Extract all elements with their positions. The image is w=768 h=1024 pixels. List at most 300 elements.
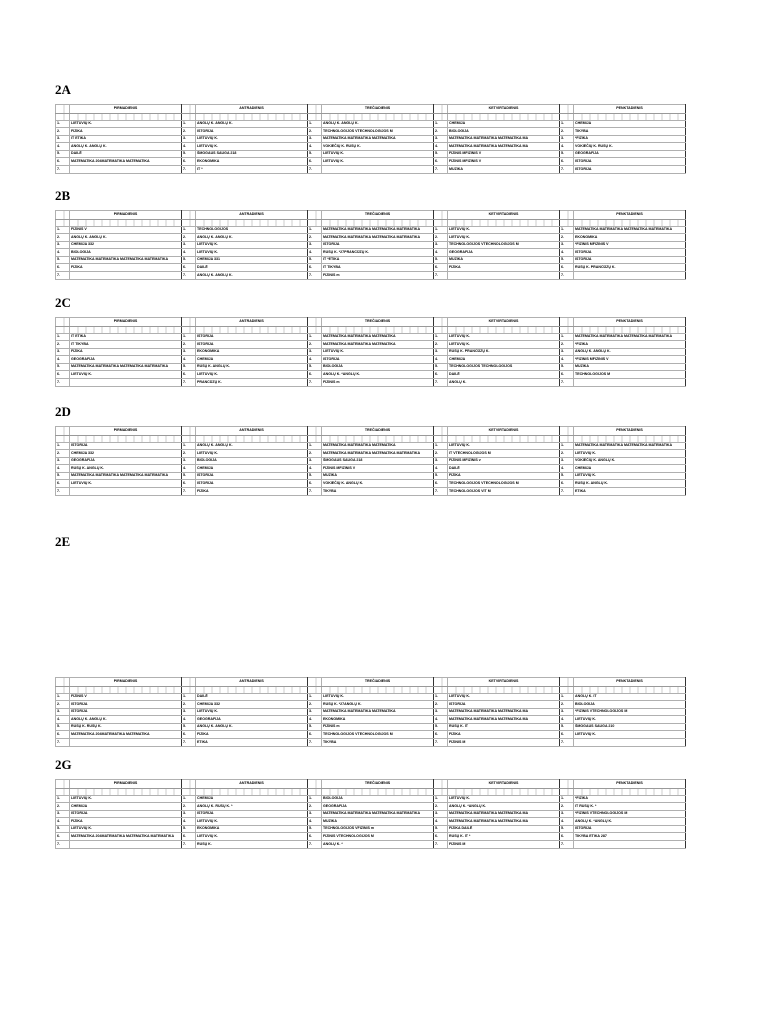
period-number: 2. (434, 803, 448, 811)
period-number: 7. (560, 488, 574, 496)
subject-cell: MATEMATIKA MATEMATIKA MATEMATIKA MATEMATIKA (70, 363, 182, 371)
period-number: 6. (560, 264, 574, 272)
period-number: 3. (560, 348, 574, 356)
subject-cell: MATEMATIKA MATEMATIKA MATEMATIKA (322, 341, 434, 349)
subject-cell: LIETUVIŲ K. (322, 150, 434, 158)
period-number: 6. (182, 833, 196, 841)
day-header: PIRMADIENIS (70, 678, 182, 687)
day-header: PIRMADIENIS (70, 105, 182, 114)
period-number: 7. (434, 488, 448, 496)
period-number: 1. (434, 795, 448, 803)
period-number: 2. (434, 450, 448, 458)
period-number: 6. (56, 480, 70, 488)
period-number: 2. (182, 450, 196, 458)
subject-cell: RUSŲ K. ANGLŲ K. (70, 465, 182, 473)
day-header: PENKTADIENIS (574, 211, 686, 220)
subject-cell: IT *ETIKA (322, 256, 434, 264)
subject-cell: LIETUVIŲ K. (196, 708, 308, 716)
subject-cell: FIZIKA (196, 731, 308, 739)
table-row (56, 716, 686, 724)
period-number: 3. (182, 135, 196, 143)
period-number: 1. (182, 795, 196, 803)
period-number: 6. (560, 371, 574, 379)
table-row (56, 818, 686, 826)
subject-cell: ISTORIJA (196, 128, 308, 136)
subject-cell: EKONOMIKA (574, 234, 686, 242)
period-number: 5. (560, 150, 574, 158)
subject-cell: IT ETIKA (70, 333, 182, 341)
subject-cell: MATEMATIKA MATEMATIKA MATEMATIKA MATEMATIKA (322, 810, 434, 818)
subject-cell: ANGLŲ K. * (322, 841, 434, 849)
period-number: 3. (182, 810, 196, 818)
day-header: PIRMADIENIS (70, 211, 182, 220)
subject-cell: FIZIKA (70, 348, 182, 356)
period-number: 7. (560, 739, 574, 747)
period-number: 6. (182, 264, 196, 272)
period-number: 2. (434, 701, 448, 709)
subject-cell: GEOGRAFIJA (322, 803, 434, 811)
period-number: 2. (308, 234, 322, 242)
subject-cell: TECHNOLOGIJOS VTECHNOLOGIJOS M (322, 731, 434, 739)
period-number: 4. (182, 143, 196, 151)
subject-cell: ŠMOGAUS SAUGA 218 (196, 150, 308, 158)
period-number: 1. (182, 442, 196, 450)
period-number: 5. (182, 256, 196, 264)
table-row (56, 379, 686, 387)
period-number: 3. (434, 457, 448, 465)
subject-cell: VOKIEČIŲ K. RUSŲ K. (574, 143, 686, 151)
subject-cell: BIOLOGIJA (574, 701, 686, 709)
day-header: TREČIADIENIS (322, 427, 434, 436)
subject-cell (574, 379, 686, 387)
period-number: 1. (182, 693, 196, 701)
subject-cell (448, 272, 560, 280)
subject-cell: MUZIKA (448, 256, 560, 264)
period-number: 1. (560, 693, 574, 701)
day-header: TREČIADIENIS (322, 678, 434, 687)
period-number: 3. (308, 241, 322, 249)
subject-cell: MATEMATIKA MATEMATIKA MATEMATIKA MA (448, 708, 560, 716)
class-heading-2d: 2D (55, 404, 71, 419)
period-number: 7. (308, 166, 322, 174)
period-number: 2. (308, 803, 322, 811)
subject-cell: TIKYBA (322, 488, 434, 496)
subject-cell: VOKIEČIŲ K. ANGLŲ K. (574, 457, 686, 465)
subject-cell: LIETUVIŲ K. (448, 226, 560, 234)
period-number: 4. (308, 716, 322, 724)
period-number: 5. (434, 825, 448, 833)
period-number: 7. (56, 841, 70, 849)
period-number: 3. (182, 348, 196, 356)
subject-cell: TECHNOLOGIJOS VTECHNOLOGIJOS M (448, 480, 560, 488)
period-number: 3. (56, 241, 70, 249)
period-number: 1. (560, 226, 574, 234)
day-header: ANTRADIENIS (196, 105, 308, 114)
period-number: 2. (308, 450, 322, 458)
day-header: ANTRADIENIS (196, 427, 308, 436)
period-number: 4. (434, 465, 448, 473)
subject-cell: LIETUVIŲ K. (70, 795, 182, 803)
subject-cell: LIETUVIŲ K. (322, 693, 434, 701)
table-row (56, 450, 686, 458)
subject-cell: BIOLOGIJA (196, 457, 308, 465)
period-number: 3. (560, 135, 574, 143)
day-header: PENKTADIENIS (574, 105, 686, 114)
period-number: 6. (56, 158, 70, 166)
period-number: 4. (308, 356, 322, 364)
schedule-table (55, 426, 686, 496)
period-number: 4. (182, 465, 196, 473)
period-number: 4. (182, 249, 196, 257)
period-number: 1. (56, 226, 70, 234)
subject-cell: MATEMATIKA MATEMATIKA MATEMATIKA MATEMATIKA (70, 256, 182, 264)
subject-cell: FIZINIS MFIZINIS v (448, 457, 560, 465)
subject-cell: LIETUVIŲ K. (196, 249, 308, 257)
subject-cell: LIETUVIŲ K. (448, 234, 560, 242)
period-number: 4. (308, 249, 322, 257)
period-number: 1. (308, 795, 322, 803)
subject-cell: ETIKA (574, 488, 686, 496)
subject-cell (70, 379, 182, 387)
table-row (56, 249, 686, 257)
subject-cell: RUSŲ K. ANGLŲ K. (196, 363, 308, 371)
subject-cell (70, 488, 182, 496)
period-number: 2. (56, 128, 70, 136)
subject-cell: *FIZIKA (574, 795, 686, 803)
table-row (56, 795, 686, 803)
period-number: 5. (56, 825, 70, 833)
period-number: 2. (308, 128, 322, 136)
day-header-row (56, 318, 686, 327)
subject-cell: LIETUVIŲ K. (322, 158, 434, 166)
period-number: 7. (434, 739, 448, 747)
period-number: 7. (560, 272, 574, 280)
table-row (56, 226, 686, 234)
subject-cell: LIETUVIŲ K. (70, 120, 182, 128)
period-number: 4. (560, 465, 574, 473)
subject-cell: LIETUVIŲ K. (574, 716, 686, 724)
table-row (56, 841, 686, 849)
subject-cell: RUSŲ K. PRANCŪZŲ K. (448, 348, 560, 356)
subject-cell: MATEMATIKA MATEMATIKA MATEMATIKA (322, 135, 434, 143)
period-number: 5. (308, 825, 322, 833)
subject-cell: DAILĖ (196, 693, 308, 701)
period-number: 3. (182, 457, 196, 465)
period-number: 1. (560, 333, 574, 341)
period-number: 5. (56, 472, 70, 480)
subject-cell: FIZINIS MFIZINIS V (448, 158, 560, 166)
subject-cell: MATEMATIKA MATEMATIKA MATEMATIKA MATEMATIKA (574, 226, 686, 234)
period-number: 5. (182, 363, 196, 371)
subject-cell: GEOGRAFIJA (448, 249, 560, 257)
period-number: 7. (434, 379, 448, 387)
period-number: 3. (182, 241, 196, 249)
day-header: PENKTADIENIS (574, 318, 686, 327)
table-row (56, 480, 686, 488)
period-number: 6. (560, 833, 574, 841)
period-number: 4. (308, 143, 322, 151)
table-row (56, 272, 686, 280)
subject-cell: TECHNOLOGIJOS TECHNOLOGIJOS (448, 363, 560, 371)
subject-cell: *FIZIKA (574, 135, 686, 143)
period-number: 2. (308, 341, 322, 349)
subject-cell: ANGLŲ K. ANGLŲ K. (70, 143, 182, 151)
table-row (56, 356, 686, 364)
day-header: TREČIADIENIS (322, 211, 434, 220)
day-header: ANTRADIENIS (196, 678, 308, 687)
period-number: 7. (56, 379, 70, 387)
class-heading-2g: 2G (55, 757, 72, 772)
subject-cell: CHEMIJA 332 (196, 701, 308, 709)
subject-cell: CHEMIJA (448, 356, 560, 364)
subject-cell: MATEMATIKA MATEMATIKA MATEMATIKA MATEMATIKA (574, 333, 686, 341)
period-number: 5. (560, 363, 574, 371)
subject-cell: DAILĖ (448, 371, 560, 379)
subject-cell: MUZIKA (322, 472, 434, 480)
subject-cell: BIOLOGIJA (70, 249, 182, 257)
period-number: 5. (308, 363, 322, 371)
schedule-table (55, 104, 686, 174)
subject-cell: ISTORIJA (70, 708, 182, 716)
subject-cell: BIOLOGIJA (322, 363, 434, 371)
subject-cell: IT * (196, 166, 308, 174)
subject-cell: GEOGRAFIJA (574, 150, 686, 158)
subject-cell: CHEMIJA (196, 465, 308, 473)
schedule-table (55, 677, 686, 747)
table-row (56, 158, 686, 166)
table-row (56, 825, 686, 833)
subject-cell: ISTORIJA (322, 241, 434, 249)
period-number: 1. (56, 333, 70, 341)
period-number: 3. (308, 810, 322, 818)
subject-cell: RUSŲ K. *27ANGLŲ K. (322, 701, 434, 709)
period-number: 6. (308, 480, 322, 488)
period-number: 1. (560, 120, 574, 128)
period-number: 2. (560, 128, 574, 136)
table-row (56, 465, 686, 473)
day-header: KETVIRTADIENIS (448, 427, 560, 436)
subject-cell: MATEMATIKA 204MATEMATIKA MATEMATIKA (70, 731, 182, 739)
period-number: 1. (182, 333, 196, 341)
subject-cell: FIZIKA (70, 128, 182, 136)
subject-cell: PRANCŪZŲ K. (196, 379, 308, 387)
subject-cell: CHEMIJA (448, 120, 560, 128)
period-number: 2. (434, 128, 448, 136)
period-number: 7. (182, 379, 196, 387)
table-row (56, 135, 686, 143)
period-number: 5. (56, 150, 70, 158)
period-number: 4. (56, 465, 70, 473)
day-header: KETVIRTADIENIS (448, 211, 560, 220)
subject-cell: FIZINIS VTECHNOLOGIJOS M (322, 833, 434, 841)
period-number: 1. (56, 795, 70, 803)
period-number: 5. (308, 723, 322, 731)
subject-cell (574, 841, 686, 849)
table-row (56, 833, 686, 841)
subject-cell: FIZIKA (70, 818, 182, 826)
period-number: 6. (182, 158, 196, 166)
table-row (56, 708, 686, 716)
subject-cell: IT ETIKA (70, 135, 182, 143)
period-number: 4. (434, 818, 448, 826)
subject-cell: RUSŲ K. PRANCŪZŲ K. (574, 264, 686, 272)
subject-cell: ANGLŲ K. *ANGLŲ K. (322, 371, 434, 379)
subject-cell: RUSŲ K. *27PRANCŪZŲ K. (322, 249, 434, 257)
period-number: 3. (434, 241, 448, 249)
day-header-row (56, 105, 686, 114)
subject-cell: FIZIKA DAILĖ (448, 825, 560, 833)
subject-cell: MATEMATIKA MATEMATIKA MATEMATIKA MATEMATIKA (322, 234, 434, 242)
subject-cell: MUZIKA (322, 818, 434, 826)
subject-cell: MUZIKA (448, 166, 560, 174)
subject-cell: FIZINIS V (70, 226, 182, 234)
subject-cell: TIKYBA ETIKA 287 (574, 833, 686, 841)
period-number: 2. (56, 450, 70, 458)
subject-cell: LIETUVIŲ K. (70, 480, 182, 488)
period-number: 4. (56, 249, 70, 257)
table-row (56, 810, 686, 818)
class-heading-2b: 2B (55, 188, 71, 203)
period-number: 2. (434, 341, 448, 349)
table-row (56, 693, 686, 701)
table-row (56, 348, 686, 356)
subject-cell: RUSŲ K. RUSŲ K. (70, 723, 182, 731)
subject-cell: CHEMIJA 332 (70, 450, 182, 458)
table-row (56, 363, 686, 371)
day-header: KETVIRTADIENIS (448, 318, 560, 327)
period-number: 7. (434, 166, 448, 174)
subject-cell: ANGLŲ K. *ANGLŲ K. (574, 818, 686, 826)
period-number: 6. (182, 371, 196, 379)
subject-cell: CHEMIJA 331 (196, 256, 308, 264)
subject-cell: IT TIKYBA (70, 341, 182, 349)
period-number: 5. (560, 723, 574, 731)
day-header-row (56, 780, 686, 789)
period-number: 4. (560, 249, 574, 257)
day-header: ANTRADIENIS (196, 318, 308, 327)
period-number: 2. (56, 701, 70, 709)
period-number: 6. (308, 833, 322, 841)
schedule-table (55, 317, 686, 387)
period-number: 2. (308, 701, 322, 709)
period-number: 5. (56, 363, 70, 371)
period-number: 6. (434, 833, 448, 841)
subject-cell: DAILĖ (70, 150, 182, 158)
table-row (56, 143, 686, 151)
period-number: 2. (560, 341, 574, 349)
period-number: 1. (434, 442, 448, 450)
subject-cell: ANGLŲ K. ANGLŲ K. (322, 120, 434, 128)
period-number: 2. (560, 450, 574, 458)
day-header: ANTRADIENIS (196, 211, 308, 220)
subject-cell: TECHNOLOGIJOS (196, 226, 308, 234)
subject-cell: MATEMATIKA MATEMATIKA MATEMATIKA MA (448, 135, 560, 143)
table-row (56, 256, 686, 264)
subject-cell: TECHNOLOGIJOS M (574, 371, 686, 379)
period-number: 6. (56, 833, 70, 841)
period-number: 7. (308, 488, 322, 496)
period-number: 4. (56, 143, 70, 151)
subject-cell: FIZIKA (448, 472, 560, 480)
subject-cell: VOKIEČIŲ K. ANGLŲ K. (322, 480, 434, 488)
subject-cell: FIZIKA (448, 264, 560, 272)
period-number: 6. (308, 158, 322, 166)
table-row (56, 739, 686, 747)
day-header-row (56, 427, 686, 436)
subject-cell: LIETUVIŲ K. (196, 371, 308, 379)
subject-cell: ANGLŲ K. ANGLŲ K. (70, 716, 182, 724)
subject-cell: LIETUVIŲ K. (196, 143, 308, 151)
period-number: 1. (56, 120, 70, 128)
subject-cell: ANGLŲ K. ANGLŲ K. (70, 234, 182, 242)
subject-cell: TIKYBA (574, 128, 686, 136)
period-number: 3. (56, 457, 70, 465)
period-number: 7. (560, 166, 574, 174)
period-number: 6. (560, 480, 574, 488)
subject-cell: ANGLŲ K. ANGLŲ K. (196, 442, 308, 450)
subject-cell: ISTORIJA (196, 810, 308, 818)
schedule-table (55, 210, 686, 280)
period-number: 1. (182, 226, 196, 234)
subject-cell: ISTORIJA (70, 442, 182, 450)
subject-cell: LIETUVIŲ K. (448, 795, 560, 803)
period-number: 6. (434, 264, 448, 272)
period-number: 7. (308, 739, 322, 747)
period-number: 1. (308, 442, 322, 450)
period-number: 1. (308, 120, 322, 128)
subject-cell: *FIZINIS VTECHNOLOGIJOS M (574, 708, 686, 716)
period-number: 3. (308, 457, 322, 465)
period-number: 6. (308, 264, 322, 272)
period-number: 3. (434, 810, 448, 818)
subject-cell: FIZINIS M (448, 739, 560, 747)
table-row (56, 442, 686, 450)
period-number: 5. (434, 363, 448, 371)
period-number: 3. (308, 135, 322, 143)
table-row (56, 333, 686, 341)
table-row (56, 166, 686, 174)
period-number: 6. (560, 158, 574, 166)
period-number: 5. (434, 472, 448, 480)
subject-cell: ISTORIJA (322, 356, 434, 364)
subject-cell: ISTORIJA (574, 249, 686, 257)
table-row (56, 241, 686, 249)
period-number: 4. (56, 818, 70, 826)
period-number: 7. (56, 739, 70, 747)
subject-cell (70, 739, 182, 747)
subject-cell: CHEMIJA 332 (70, 241, 182, 249)
subject-cell: ISTORIJA (70, 701, 182, 709)
period-number: 6. (434, 480, 448, 488)
day-header: KETVIRTADIENIS (448, 678, 560, 687)
period-number: 7. (308, 272, 322, 280)
period-number: 5. (56, 256, 70, 264)
subject-cell: MATEMATIKA MATEMATIKA MATEMATIKA MA (448, 143, 560, 151)
period-number: 3. (434, 708, 448, 716)
period-number: 7. (56, 272, 70, 280)
subject-cell: LIETUVIŲ K. (574, 731, 686, 739)
period-number: 5. (56, 723, 70, 731)
period-number: 4. (182, 716, 196, 724)
subject-cell: ANGLŲ K. ANGLŲ K. (196, 234, 308, 242)
period-number: 6. (56, 264, 70, 272)
period-number: 3. (560, 810, 574, 818)
subject-cell: ETIKA (196, 739, 308, 747)
subject-cell: LIETUVIŲ K. (448, 442, 560, 450)
period-number: 6. (308, 731, 322, 739)
subject-cell: MATEMATIKA MATEMATIKA MATEMATIKA MATEMATIKA (322, 226, 434, 234)
period-number: 6. (308, 371, 322, 379)
